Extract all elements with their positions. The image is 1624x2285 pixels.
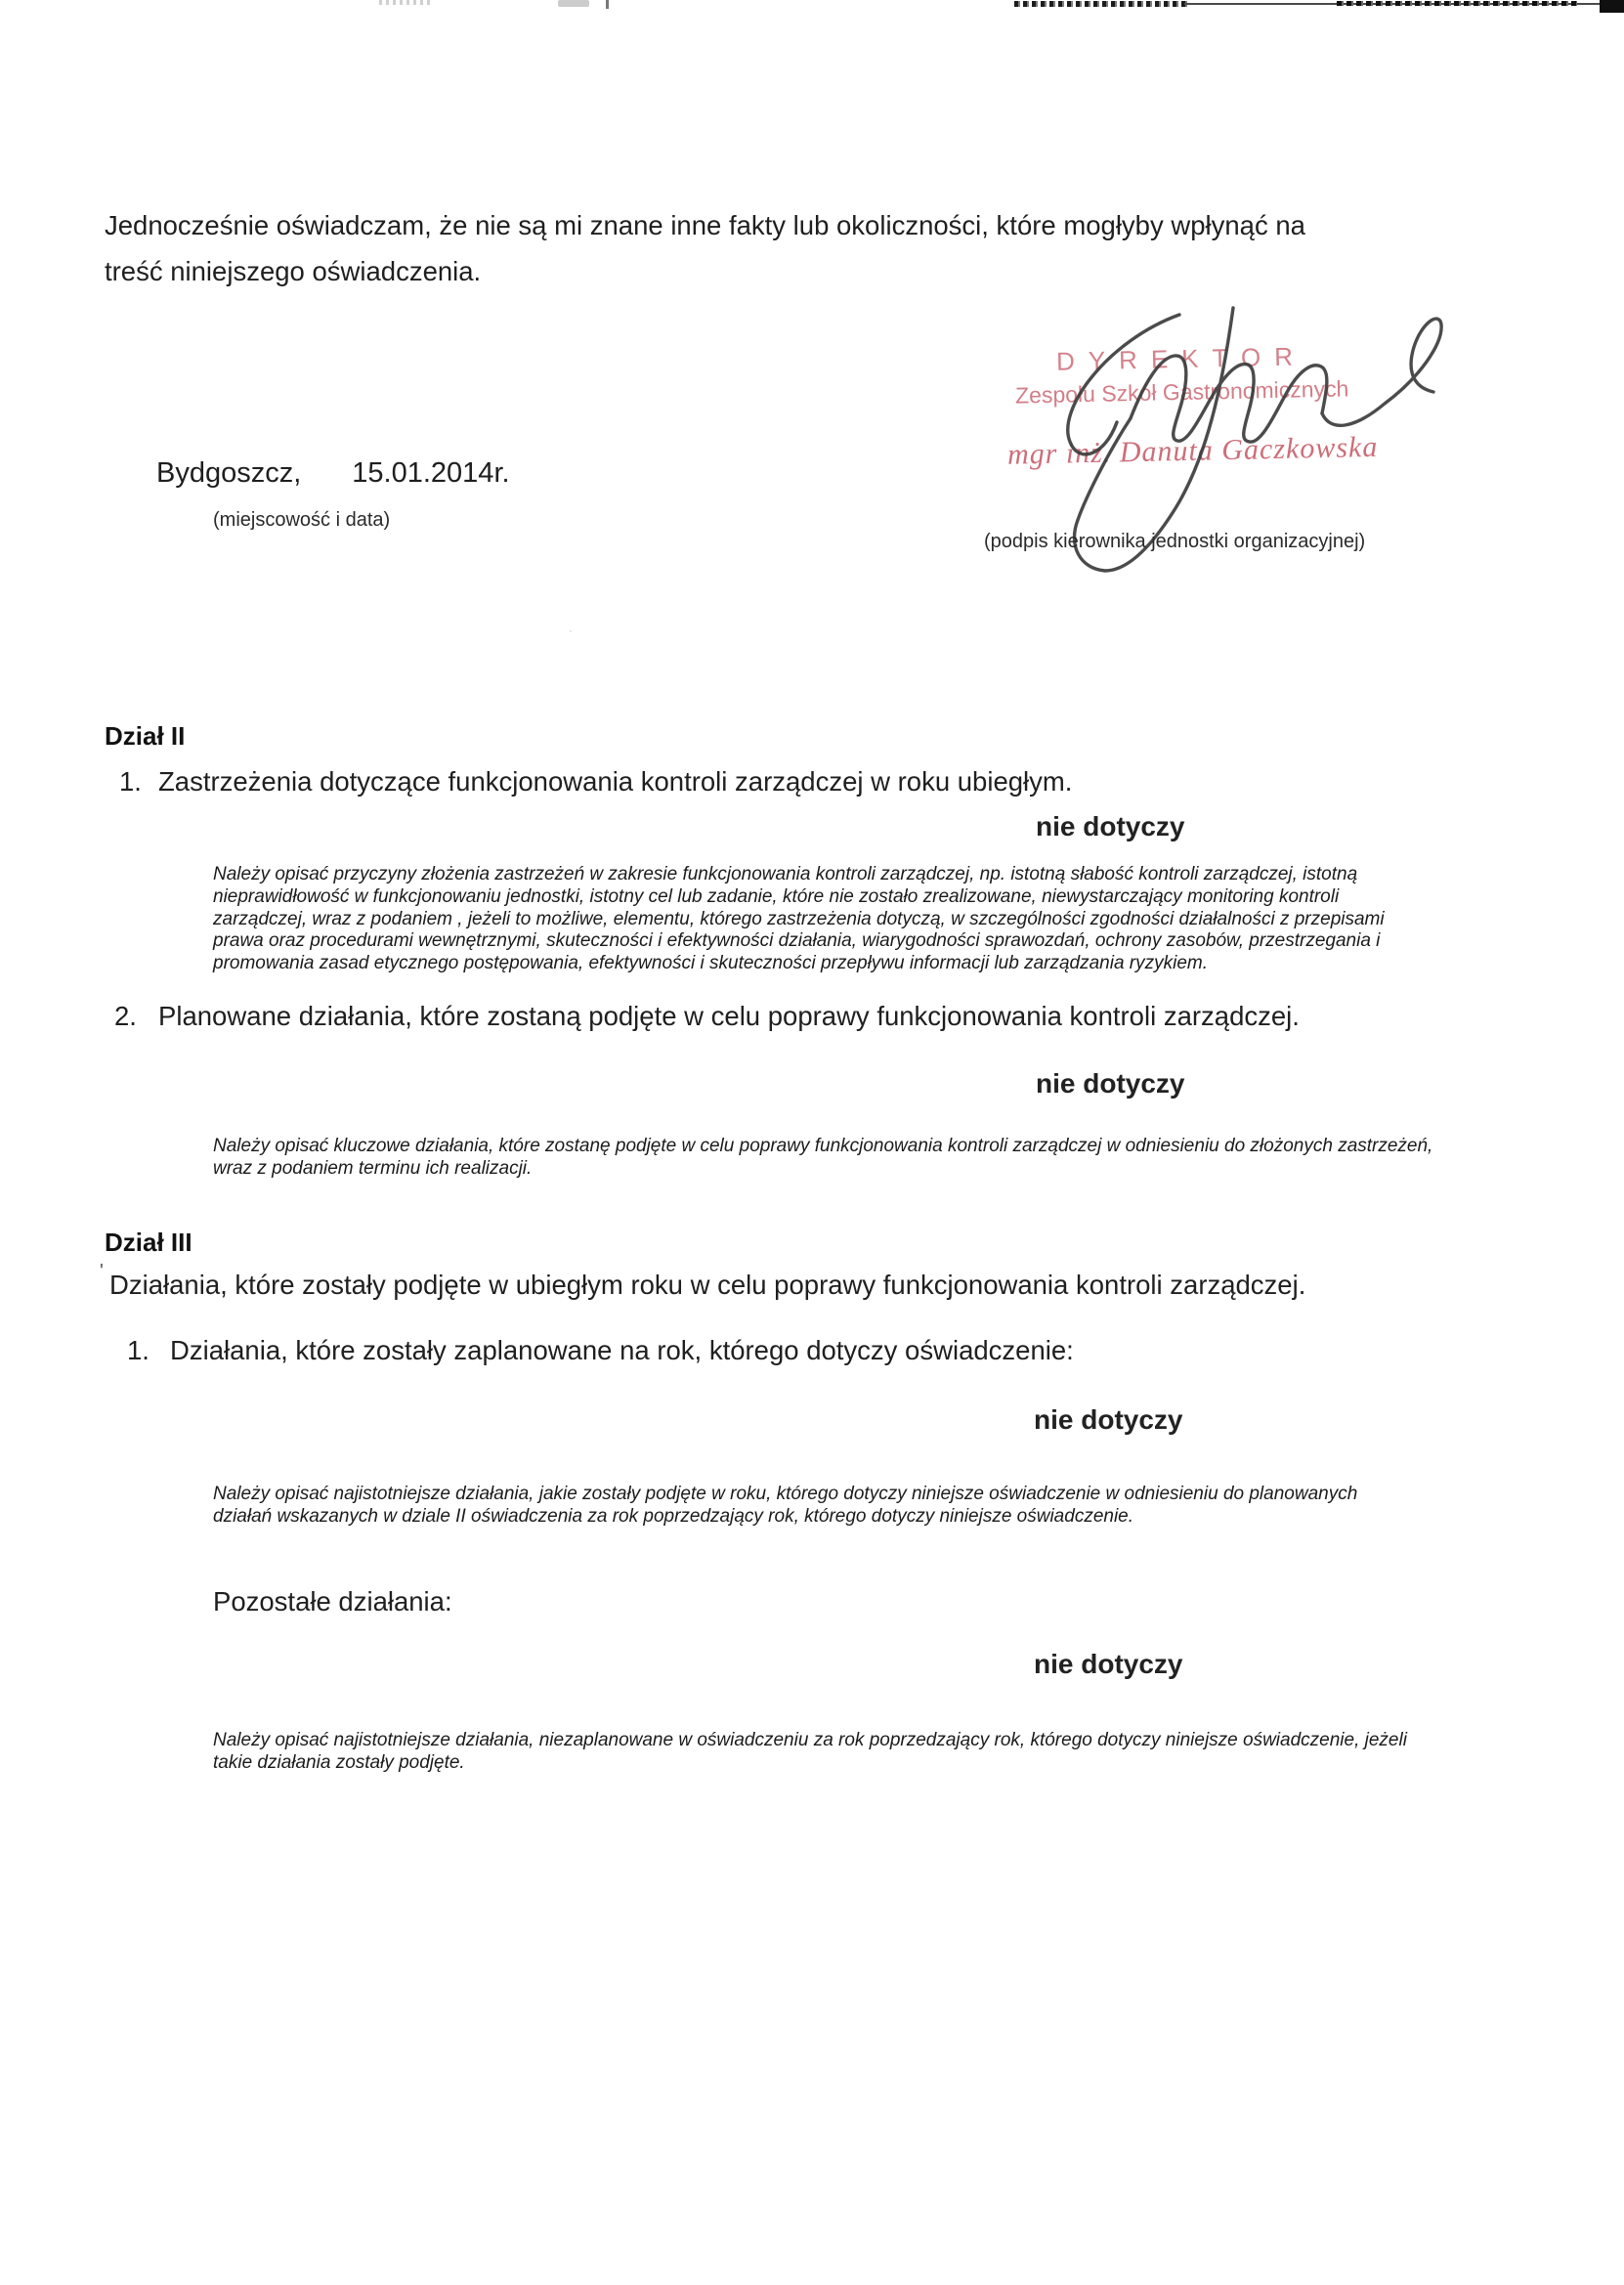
stamp-person-name: mgr inż. Danuta Gaczkowska	[1006, 430, 1379, 471]
scan-artifact-smudge	[558, 0, 589, 7]
section3-item1-text: Działania, które zostały zaplanowane na rok, którego dotyczy oświadczenie:	[170, 1335, 1074, 1365]
section3-item1-note: Należy opisać najistotniejsze działania, jakie zostały podjęte w roku, którego dotyczy niniejsze oświadczenie w odniesieniu do planowanych działań wskazanych w dziale II oświadczenia za rok poprzedzający rok, którego dotyczy niniejsze oświadczenie.	[213, 1484, 1358, 1527]
section2-item1-note: Należy opisać przyczyny złożenia zastrzeżeń w zakresie funkcjonowania kontroli zarządczej, np. istotną słabość kontroli zarządczej, istotną nieprawidłowość w funkcjonowaniu jednostki, istotny cel lub zadanie, które nie zostało zrealizowane, niewystarczający monitoring kontroli zarządczej, wraz z podaniem , jeżeli to możliwe, elementu, którego zastrzeżenia dotyczą, w szczególności zgodności działalności z przepisami prawa oraz procedurami wewnętrznymi, skuteczności i efektywności działania, wiarygodności sprawozdań, ochrony zasobów, przestrzegania i promowania zasad etycznego postępowania, efektywności i skuteczności przepływu informacji lub zarządzania ryzykiem.	[213, 864, 1385, 974]
section3-remaining-label: Pozostałe działania:	[213, 1586, 452, 1617]
closing-statement: Jednocześnie oświadczam, że nie są mi znane inne fakty lub okoliczności, które mogłyby wpłynąć na treść niniejszego oświadczenia.	[105, 210, 1305, 286]
section2-item2-number: 2.	[114, 1001, 137, 1031]
section3-heading: Dział III	[105, 1228, 192, 1257]
scan-artifact-dot: ·	[569, 624, 573, 637]
stamp-organization: Zespołu Szkół Gastronomicznych	[1014, 375, 1349, 409]
scan-artifact-line	[1184, 3, 1624, 5]
place-value: Bydgoszcz,	[156, 457, 302, 489]
section2-item2-text: Planowane działania, które zostaną podjęte w celu poprawy funkcjonowania kontroli zarządczej.	[158, 1001, 1300, 1031]
section2-item1-number: 1.	[119, 766, 142, 797]
scan-artifact-tick	[606, 0, 609, 9]
scan-artifact-corner-block	[1600, 0, 1624, 13]
section3-remaining-answer: nie dotyczy	[1034, 1649, 1183, 1679]
section2-item2-answer: nie dotyczy	[1036, 1068, 1185, 1099]
date-value: 15.01.2014r.	[352, 457, 510, 489]
scan-artifact-streak	[1014, 1, 1190, 7]
section3-intro: Działania, które zostały podjęte w ubiegłym roku w celu poprawy funkcjonowania kontroli zarządczej.	[109, 1270, 1306, 1300]
place-date-caption: (miejscowość i data)	[213, 509, 391, 531]
section3-remaining-note: Należy opisać najistotniejsze działania, niezaplanowane w oświadczeniu za rok poprzedzający rok, którego dotyczy niniejsze oświadczenie, jeżeli takie działania zostały podjęte.	[213, 1730, 1407, 1773]
place-date-row	[156, 457, 510, 490]
section3-item1-number: 1.	[127, 1335, 150, 1365]
section2-heading: Dział II	[105, 721, 186, 751]
scan-artifact-streak	[1337, 1, 1577, 6]
section2-item2-note: Należy opisać kluczowe działania, które zostanę podjęte w celu poprawy funkcjonowania kontroli zarządczej w odniesieniu do złożonych zastrzeżeń, wraz z podaniem terminu ich realizacji.	[213, 1136, 1433, 1179]
section3-item1-answer: nie dotyczy	[1034, 1404, 1183, 1435]
section2-item1-answer: nie dotyczy	[1036, 811, 1185, 841]
section2-item1-text: Zastrzeżenia dotyczące funkcjonowania kontroli zarządczej w roku ubiegłym.	[158, 766, 1073, 797]
scan-artifact-apostrophe: '	[100, 1261, 104, 1282]
scan-artifact-smudge	[379, 0, 434, 5]
stamp-title: DYREKTOR	[1055, 341, 1307, 376]
signature-caption: (podpis kierownika jednostki organizacyjnej)	[984, 531, 1366, 552]
